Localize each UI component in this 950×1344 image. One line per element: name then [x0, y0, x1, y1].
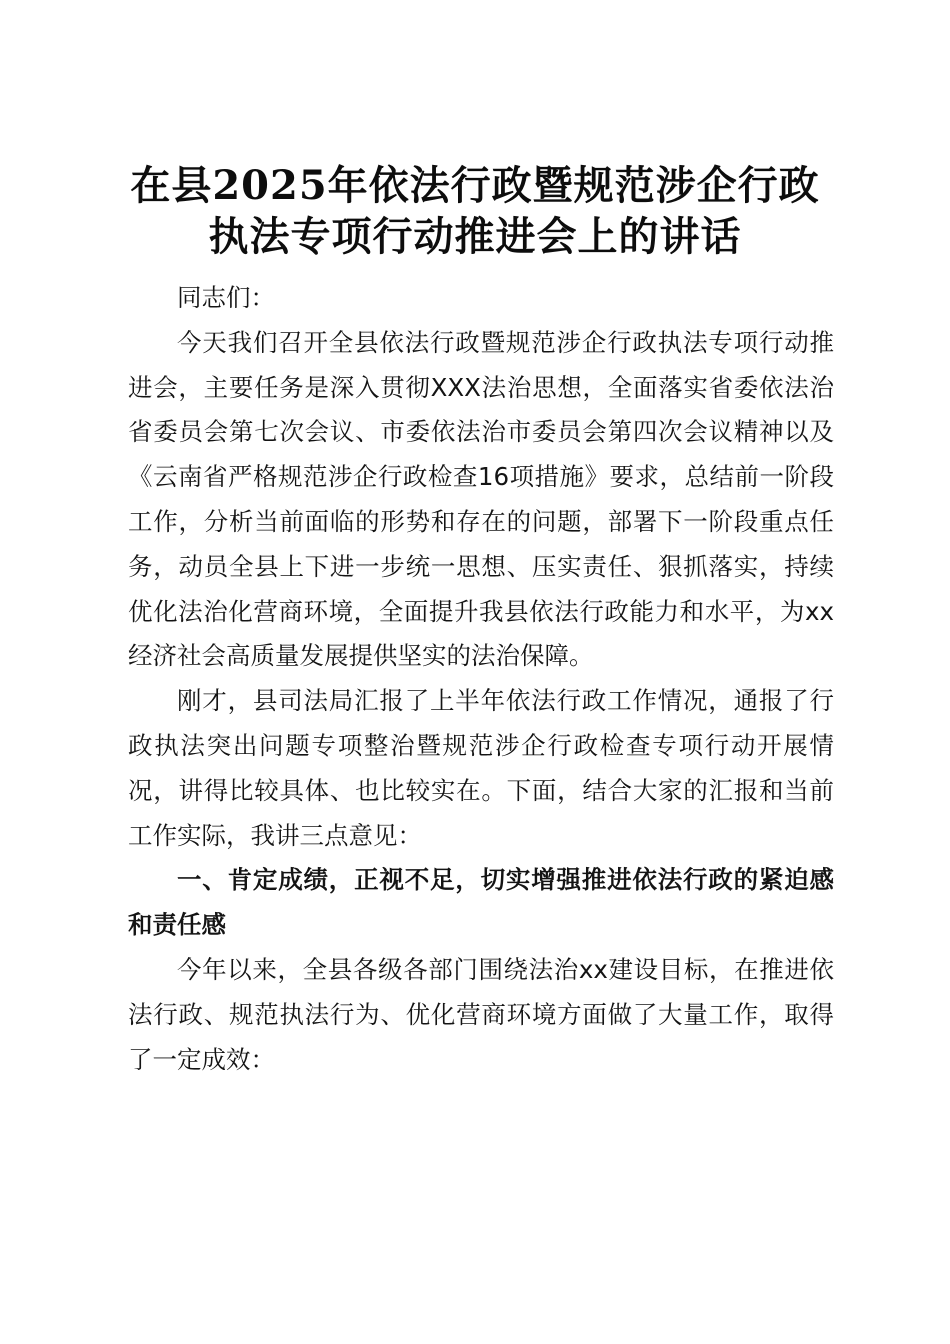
salutation: 同志们：: [177, 283, 275, 312]
section-heading-1: 一、肯定成绩，正视不足，切实增强推进依法行政的紧迫感和责任感: [128, 865, 834, 940]
paragraph-review: 刚才，县司法局汇报了上半年依法行政工作情况，通报了行政执法突出问题专项整治暨规范涉企行政检查专项行动开展情况，讲得比较具体、也比较实在。下面，结合大家的汇报和当前工作实际，我讲三点意见：: [128, 686, 834, 850]
document-body: [128, 276, 834, 1082]
title-line-1: 在县2025年依法行政暨规范涉企行政: [130, 162, 820, 209]
paragraph-achievements: 今年以来，全县各级各部门围绕法治xx建设目标，在推进依法行政、规范执法行为、优化营商环境方面做了大量工作，取得了一定成效：: [128, 954, 834, 1074]
paragraph-opening: 今天我们召开全县依法行政暨规范涉企行政执法专项行动推进会，主要任务是深入贯彻XXX法治思想，全面落实省委依法治省委员会第七次会议、市委依法治市委员会第四次会议精神以及《云南省严格规范涉企行政检查16项措施》要求，总结前一阶段工作，分析当前面临的形势和存在的问题，部署下一阶段重点任务，动员全县上下进一步统一思想、压实责任、狠抓落实，持续优化法治化营商环境，全面提升我县依法行政能力和水平，为xx经济社会高质量发展提供坚实的法治保障。: [128, 327, 834, 671]
title-line-2: 执法专项行动推进会上的讲话: [208, 213, 742, 260]
document-title: [100, 160, 850, 262]
